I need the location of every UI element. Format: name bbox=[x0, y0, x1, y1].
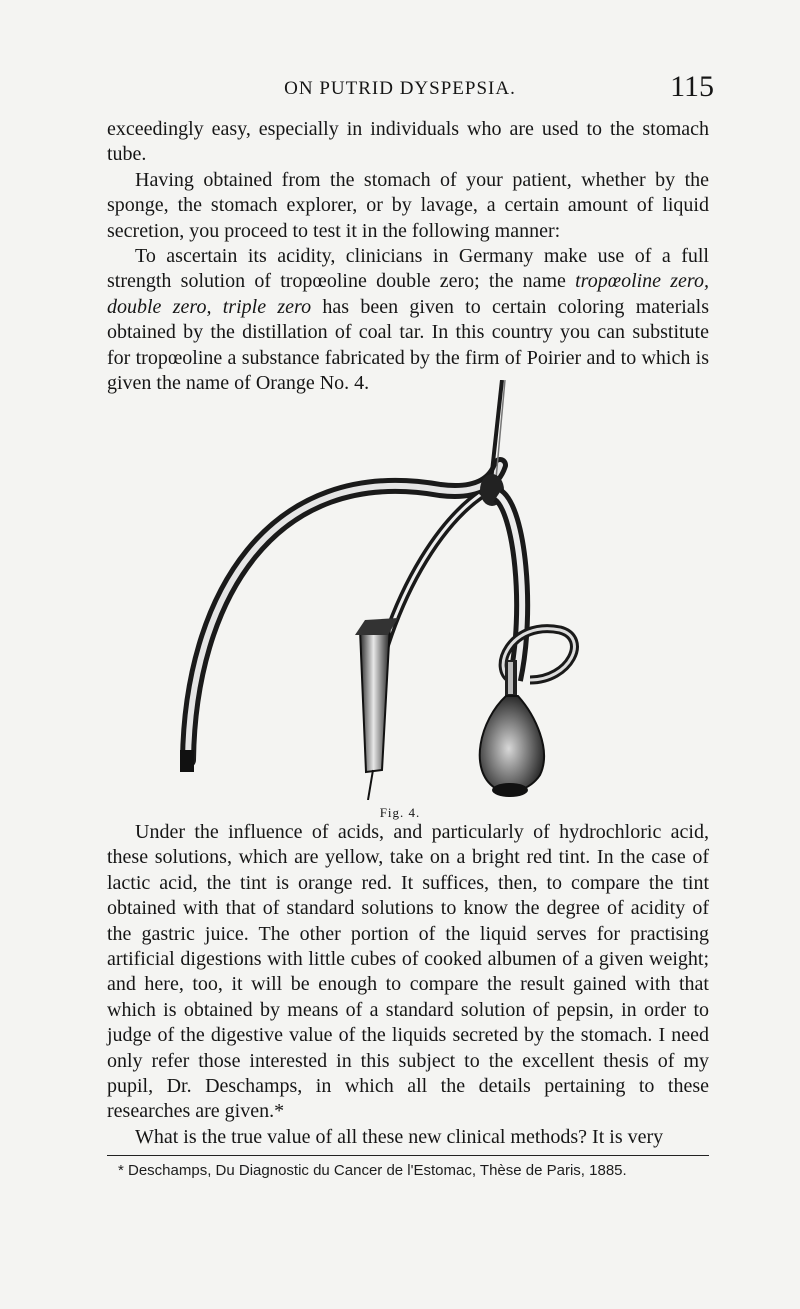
paragraph-value: What is the true value of all these new clinical methods? It is very bbox=[135, 1125, 664, 1148]
stomach-tube-illustration bbox=[150, 380, 670, 800]
rubber-bulb bbox=[480, 696, 544, 792]
text-block-top bbox=[107, 117, 709, 396]
explorer-piece bbox=[360, 625, 390, 772]
page-number: 115 bbox=[670, 70, 714, 103]
running-title: ON PUTRID DYSPEPSIA. bbox=[284, 78, 516, 99]
paragraph-continuation: exceedingly easy, especially in individuals who are used to the stomach tube. bbox=[107, 118, 709, 166]
footnote: * Deschamps, Du Diagnostic du Cancer de l'Estomac, Thèse de Paris, 1885. bbox=[118, 1162, 627, 1179]
footnote-rule bbox=[107, 1155, 709, 1156]
paragraph-acidity bbox=[107, 244, 709, 396]
paragraph-acidity-before: To ascertain its acidity, clinicians in Germany make use of a full strength solution of tropœoline double zero; the name bbox=[107, 245, 709, 293]
text-block-bottom bbox=[107, 820, 709, 1150]
paragraph-sponge: Having obtained from the stomach of your patient, whether by the sponge, the stomach explorer, or by lavage, a certain amount of liquid secretion, you proceed to test it in the following manner: bbox=[107, 168, 709, 242]
paragraph-acids: Under the influence of acids, and particularly of hydrochloric acid, these solutions, which are yellow, take on a bright red tint. In the case of lactic acid, the tint is orange red. It suffices, then, to compare the tint obtained with that of standard solutions to know the degree of acidity of the gastric juice. The other portion of the liquid serves for practising artificial digestions with little cubes of cooked albumen of a given weight; and here, too, it will be enough to compare the result gained with that which is obtained by means of a standard solution of pepsin, in order to judge of the digestive value of the liquids secreted by the stomach. I need only refer those interested in this subject to the excellent thesis of my pupil, Dr. Deschamps, in which all the details pertaining to these researches are given.* bbox=[107, 821, 709, 1123]
running-head bbox=[0, 70, 800, 110]
paragraph-acidity-italic: tropœoline zero, double zero, triple zero bbox=[107, 270, 709, 318]
paragraph-acidity-after: has been given to certain coloring materials obtained by the distillation of coal tar. In this country you can substitute for tropœoline a substance fabricated by the firm of Poirier and to which is given the name of Orange No. 4. bbox=[107, 295, 709, 395]
main-tube bbox=[188, 465, 500, 760]
figure-caption: Fig. 4. bbox=[379, 805, 421, 820]
